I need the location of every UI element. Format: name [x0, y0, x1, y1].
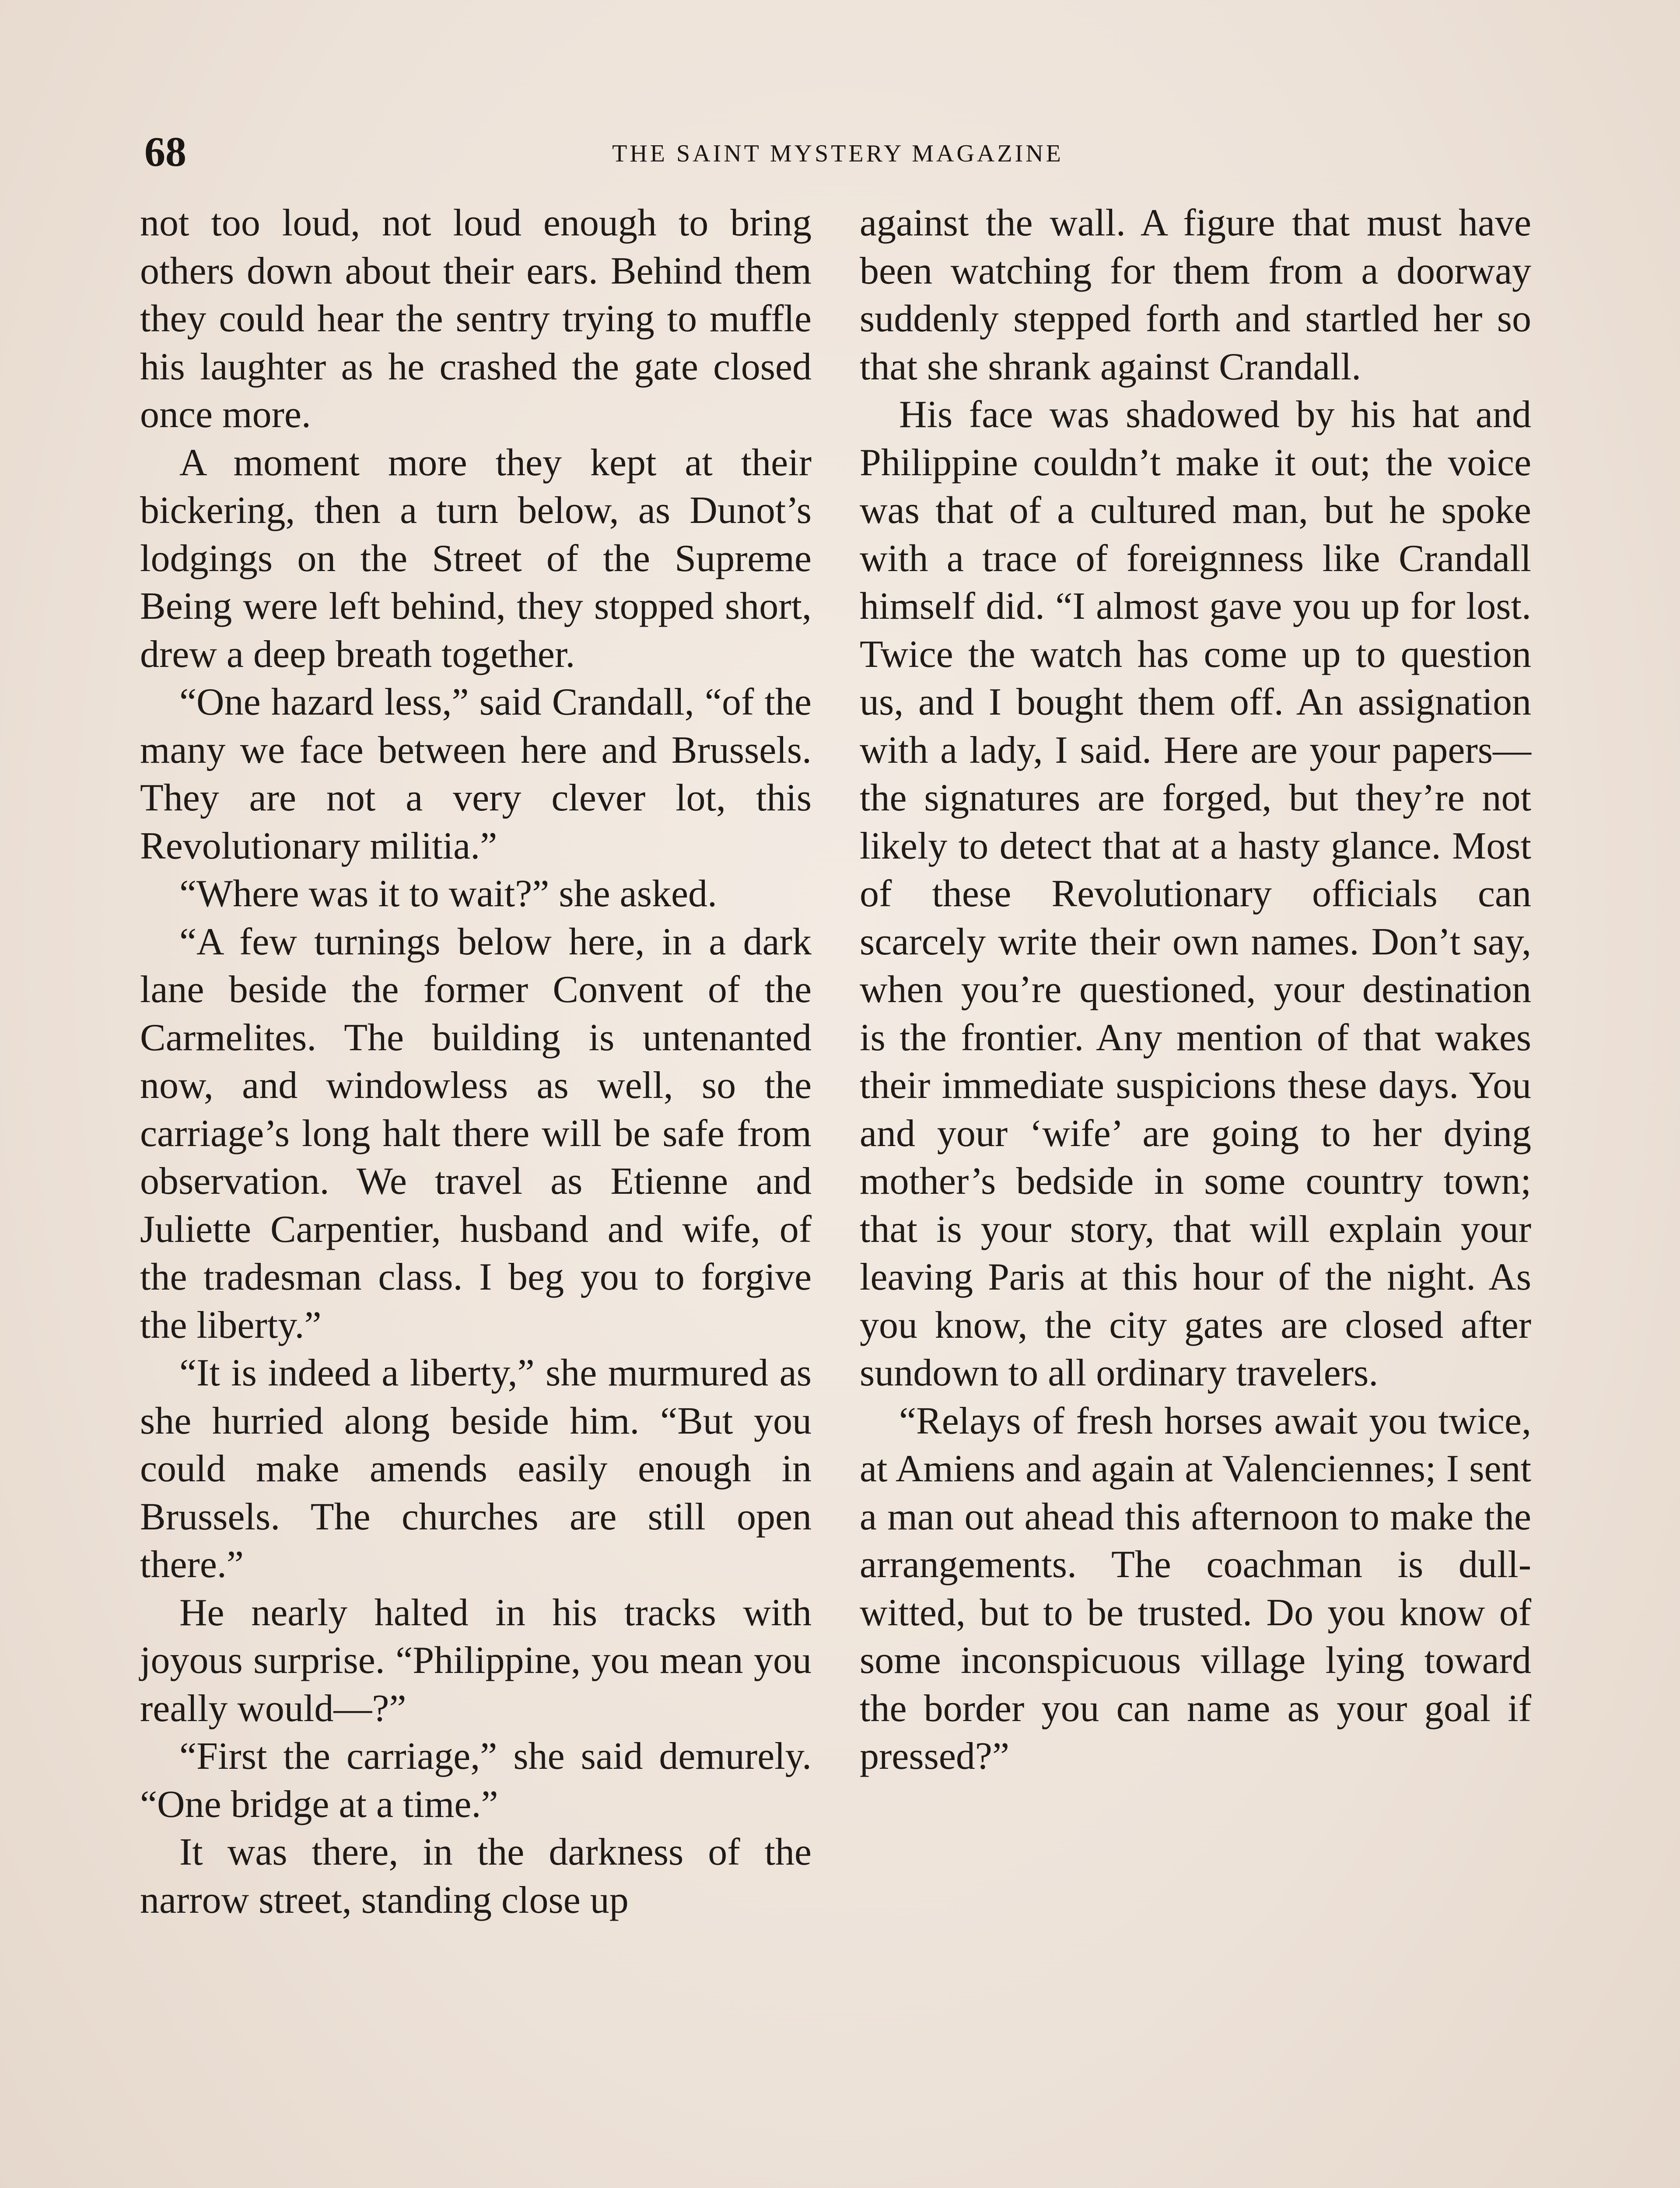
paragraph: He nearly halted in his tracks with joyous surprise. “Philippine, you mean you really would—?” [140, 1591, 812, 1730]
paragraph: “Where was it to wait?” she asked. [179, 873, 718, 915]
left-column [140, 199, 812, 1924]
page-header [144, 123, 1531, 180]
paragraph: “One hazard less,” said Crandall, “of the many we face between here and Brussels. They are not a very clever lot, this Revolutionary militia.” [140, 681, 812, 867]
paragraph: A moment more they kept at their bickering, then a turn below, as Dunot’s lodgings on the Street of the Supreme Being were left behind, they stopped short, drew a deep breath together. [140, 441, 812, 676]
paragraph: It was there, in the darkness of the narrow street, standing close up [140, 1831, 812, 1922]
paragraph: “A few turnings below here, in a dark lane beside the former Convent of the Carmelites. The building is untenanted now, and windowless as well, so the carriage’s long halt there will be safe from observation. We travel as Etienne and Juliette Carpentier, husband and wife, of the tradesman class. I beg you to forgive the liberty.” [140, 920, 812, 1346]
paragraph: “First the carriage,” she said demurely. “One bridge at a time.” [140, 1735, 812, 1826]
right-column [860, 199, 1531, 1781]
running-head: THE SAINT MYSTERY MAGAZINE [612, 140, 1064, 167]
paragraph: “It is indeed a liberty,” she murmured as she hurried along beside him. “But you could make amends easily enough in Brussels. The churches are still open there.” [140, 1352, 812, 1586]
page-number: 68 [144, 128, 186, 175]
paragraph: not too loud, not loud enough to bring others down about their ears. Behind them they could hear the sentry trying to muffle his laughter as he crashed the gate closed once more. [140, 202, 812, 436]
paragraph: “Relays of fresh horses await you twice, at Amiens and again at Valenciennes; I sent a man out ahead this afternoon to make the arrangements. The coachman is dull-witted, but to be trusted. Do you know of some inconspicuous village lying toward the border you can name as your goal if pressed?” [860, 1399, 1531, 1778]
paragraph: against the wall. A figure that must have been watching for them from a doorway suddenly stepped forth and startled her so that she shrank against Crandall. [860, 202, 1531, 388]
paragraph: His face was shadowed by his hat and Philippine couldn’t make it out; the voice was that of a cultured man, but he spoke with a trace of foreignness like Crandall himself did. “I almost gave you up for lost. Twice the watch has come up to question us, and I bought them off. An assignation with a lady, I said. Here are your papers—the signatures are forged, but they’re not likely to detect that at a hasty glance. Most of these Revolutionary officials can scarcely write their own names. Don’t say, when you’re questioned, your destination is the frontier. Any mention of that wakes their immediate suspicions these days. You and your ‘wife’ are going to her dying mother’s bedside in some country town; that is your story, that will explain your leaving Paris at this hour of the night. As you know, the city gates are closed after sundown to all ordinary travelers. [860, 393, 1531, 1394]
